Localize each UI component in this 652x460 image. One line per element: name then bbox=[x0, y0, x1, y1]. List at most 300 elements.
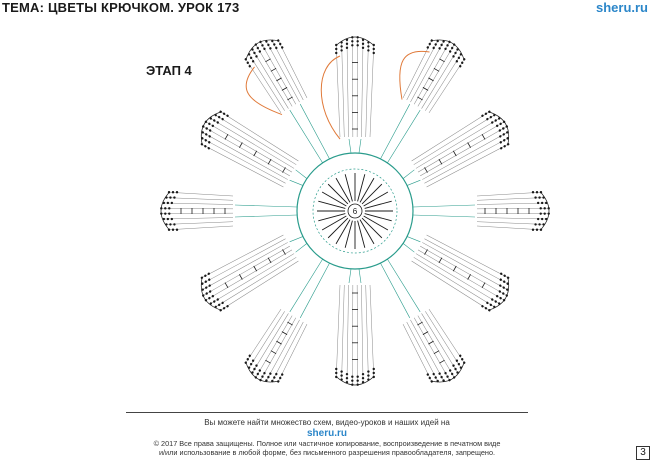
stitch-line bbox=[202, 236, 285, 286]
stitch-line bbox=[246, 307, 281, 364]
stitch-line bbox=[347, 285, 349, 382]
stitch-dot bbox=[269, 372, 272, 375]
stitch-line bbox=[252, 49, 288, 110]
stitch-line bbox=[414, 318, 450, 380]
stitch-line bbox=[203, 246, 290, 296]
stitch-dot bbox=[499, 284, 502, 287]
stitch-dot bbox=[538, 223, 540, 225]
stitch-dot bbox=[373, 372, 375, 374]
stitch-line bbox=[203, 241, 288, 291]
stitch-dot bbox=[489, 115, 492, 118]
chain-line bbox=[290, 178, 303, 187]
stitch-line bbox=[260, 318, 296, 380]
stitch-dot bbox=[534, 223, 536, 225]
petal bbox=[335, 269, 375, 386]
stitch-line bbox=[166, 198, 233, 201]
petal bbox=[240, 251, 343, 390]
stitch-tick bbox=[225, 283, 228, 288]
petal bbox=[355, 25, 470, 170]
stitch-dot bbox=[498, 290, 501, 293]
stitch-dot bbox=[205, 292, 208, 295]
petal bbox=[321, 36, 375, 153]
stitch-line bbox=[424, 136, 507, 186]
copyright-line-2: и/или использование в любой форме, без письменного разрешения правообладателя, запрещено. bbox=[158, 448, 496, 457]
petal-edge bbox=[195, 107, 222, 145]
stitch-dot bbox=[446, 375, 449, 378]
stitch-line bbox=[270, 322, 306, 381]
stitch-dot bbox=[258, 50, 261, 53]
stitch-line bbox=[202, 136, 285, 186]
petal bbox=[160, 191, 297, 231]
stitch-dot bbox=[454, 367, 457, 370]
stitch-dot bbox=[503, 139, 506, 142]
stitch-dot bbox=[362, 373, 364, 375]
stitch-tick bbox=[265, 59, 270, 62]
stitch-tick bbox=[434, 68, 439, 71]
stitch-line bbox=[424, 236, 507, 286]
stitch-tick bbox=[468, 143, 471, 148]
stitch-line bbox=[366, 42, 369, 137]
petal-edge bbox=[241, 361, 279, 388]
stitch-tick bbox=[276, 341, 281, 344]
stitch-line bbox=[161, 208, 233, 209]
center-stitch bbox=[358, 221, 365, 248]
stitch-dot bbox=[209, 290, 212, 293]
stitch-dot bbox=[335, 52, 337, 54]
stitch-dot bbox=[340, 49, 342, 51]
stitch-dot bbox=[176, 229, 178, 231]
stitch-line bbox=[161, 213, 233, 214]
stitch-dot bbox=[211, 124, 214, 127]
stitch-dot bbox=[169, 196, 171, 198]
copyright-line-1: © 2017 Все права защищены. Полное или частичное копирование, воспроизведение в печатном виде bbox=[153, 439, 501, 448]
stitch-dot bbox=[502, 127, 505, 130]
stitch-dot bbox=[204, 139, 207, 142]
stitch-dot bbox=[213, 119, 216, 122]
stitch-tick bbox=[482, 283, 485, 288]
chain-line bbox=[413, 205, 475, 207]
stitch-dot bbox=[434, 43, 437, 46]
stitch-dot bbox=[373, 52, 375, 54]
chain-line bbox=[295, 243, 308, 252]
chain-line bbox=[407, 235, 420, 244]
stitch-line bbox=[418, 44, 454, 106]
highlight-arc bbox=[238, 67, 282, 124]
stitch-dot bbox=[540, 207, 542, 209]
stitch-dot bbox=[532, 191, 534, 193]
petal-edge bbox=[431, 33, 469, 60]
stitch-tick bbox=[468, 274, 471, 279]
stitch-dot bbox=[503, 280, 506, 283]
petal-edge bbox=[431, 361, 469, 388]
stitch-dot bbox=[267, 375, 270, 378]
petal bbox=[395, 223, 516, 316]
petal bbox=[367, 251, 470, 390]
stitch-dot bbox=[362, 47, 364, 49]
stitch-dot bbox=[171, 202, 173, 204]
stitch-dot bbox=[444, 47, 447, 50]
petal-edge bbox=[488, 107, 515, 145]
stitch-dot bbox=[218, 115, 221, 118]
stitch-dot bbox=[362, 377, 364, 379]
chain-line bbox=[290, 235, 303, 244]
stitch-tick bbox=[428, 78, 433, 81]
stitch-dot bbox=[216, 298, 219, 301]
stitch-dot bbox=[208, 284, 211, 287]
stitch-dot bbox=[534, 196, 536, 198]
stitch-line bbox=[477, 192, 541, 196]
center-stitch bbox=[358, 174, 365, 201]
stitch-tick bbox=[482, 134, 485, 139]
chain-line bbox=[402, 243, 415, 252]
stitch-line bbox=[477, 226, 541, 230]
stitch-dot bbox=[502, 133, 505, 136]
stitch-line bbox=[256, 44, 292, 106]
petal bbox=[194, 223, 315, 316]
stitch-dot bbox=[454, 51, 457, 54]
stitch-dot bbox=[499, 122, 502, 125]
center-stitch bbox=[365, 214, 392, 221]
stitch-line bbox=[477, 208, 549, 209]
stitch-dot bbox=[446, 44, 449, 47]
stitch-dot bbox=[164, 212, 166, 214]
stitch-dot bbox=[356, 380, 358, 382]
stitch-line bbox=[422, 241, 507, 291]
stitch-dot bbox=[532, 229, 534, 231]
stitch-dot bbox=[537, 202, 539, 204]
stitch-dot bbox=[494, 119, 497, 122]
petal bbox=[413, 191, 550, 231]
stitch-dot bbox=[340, 45, 342, 47]
stitch-dot bbox=[491, 298, 494, 301]
chain-line bbox=[235, 205, 297, 207]
stitch-tick bbox=[434, 351, 439, 354]
petal bbox=[228, 32, 343, 177]
stitch-tick bbox=[254, 151, 257, 156]
stitch-dot bbox=[208, 135, 211, 138]
stitch-dot bbox=[273, 376, 276, 379]
stitch-line bbox=[347, 40, 349, 137]
petal-edge bbox=[488, 277, 515, 315]
chain-line bbox=[295, 170, 308, 179]
stitch-dot bbox=[351, 376, 353, 378]
stitch-tick bbox=[425, 167, 428, 172]
stitch-line bbox=[422, 313, 458, 374]
stitch-line bbox=[429, 57, 464, 114]
stitch-line bbox=[357, 285, 358, 385]
stitch-tick bbox=[282, 249, 285, 254]
stitch-dot bbox=[261, 44, 264, 47]
stitch-dot bbox=[438, 47, 441, 50]
stitch-dot bbox=[211, 295, 214, 298]
stitch-tick bbox=[276, 78, 281, 81]
stitch-dot bbox=[204, 145, 207, 148]
stitch-line bbox=[169, 192, 233, 196]
stitch-tick bbox=[254, 266, 257, 271]
stitch-dot bbox=[216, 121, 219, 124]
stitch-line bbox=[270, 41, 306, 100]
stitch-tick bbox=[282, 87, 287, 90]
petal-edge bbox=[241, 33, 279, 60]
stitch-dot bbox=[263, 47, 266, 50]
stitch-line bbox=[370, 285, 374, 377]
stitch-dot bbox=[258, 369, 261, 372]
stitch-dot bbox=[502, 292, 505, 295]
stitch-line bbox=[370, 45, 374, 137]
stitch-line bbox=[477, 222, 544, 225]
stitch-dot bbox=[205, 286, 208, 289]
stitch-line bbox=[422, 49, 458, 110]
crochet-chart bbox=[150, 12, 560, 410]
stitch-dot bbox=[438, 372, 441, 375]
stitch-tick bbox=[453, 266, 456, 271]
stitch-line bbox=[202, 141, 284, 190]
stitch-dot bbox=[253, 367, 256, 370]
chain-line bbox=[407, 178, 420, 187]
stitch-line bbox=[342, 285, 345, 380]
petal-edge bbox=[336, 37, 375, 46]
stitch-dot bbox=[346, 47, 348, 49]
stitch-tick bbox=[271, 351, 276, 354]
stitch-dot bbox=[537, 218, 539, 220]
stitch-dot bbox=[256, 372, 259, 375]
stitch-line bbox=[166, 222, 233, 225]
stitch-dot bbox=[440, 375, 443, 378]
stitch-dot bbox=[536, 229, 538, 231]
stitch-dot bbox=[351, 44, 353, 46]
stitch-line bbox=[418, 315, 454, 377]
stitch-tick bbox=[265, 360, 270, 363]
stitch-dot bbox=[261, 375, 264, 378]
stitch-line bbox=[336, 45, 340, 137]
petal-edge bbox=[195, 277, 222, 315]
stitch-line bbox=[361, 285, 363, 382]
chain-line bbox=[349, 269, 351, 283]
stitch-line bbox=[425, 310, 461, 369]
stitch-dot bbox=[494, 300, 497, 303]
petal bbox=[395, 106, 516, 199]
chain-line bbox=[413, 215, 475, 217]
stitch-dot bbox=[340, 370, 342, 372]
stitch-dot bbox=[273, 43, 276, 46]
stitch-tick bbox=[417, 97, 422, 100]
stitch-dot bbox=[208, 297, 211, 300]
stitch-line bbox=[169, 226, 233, 230]
stitch-line bbox=[409, 320, 445, 381]
stitch-line bbox=[477, 213, 549, 214]
stitch-dot bbox=[335, 368, 337, 370]
stitch-dot bbox=[367, 374, 369, 376]
stitch-line bbox=[202, 232, 284, 281]
chain-line bbox=[402, 170, 415, 179]
stitch-dot bbox=[451, 46, 454, 49]
stitch-dot bbox=[172, 191, 174, 193]
stitch-dot bbox=[176, 191, 178, 193]
stitch-dot bbox=[449, 369, 452, 372]
stitch-line bbox=[477, 203, 546, 205]
site-logo[interactable]: sheru.ru bbox=[595, 0, 648, 15]
stitch-dot bbox=[544, 207, 546, 209]
stitch-dot bbox=[218, 303, 221, 306]
stitch-dot bbox=[428, 42, 431, 45]
stitch-dot bbox=[346, 373, 348, 375]
stitch-tick bbox=[239, 143, 242, 148]
stitch-tick bbox=[439, 360, 444, 363]
stitch-tick bbox=[268, 258, 271, 263]
stitch-dot bbox=[340, 374, 342, 376]
stitch-line bbox=[427, 232, 509, 281]
stitch-tick bbox=[239, 274, 242, 279]
chain-line bbox=[359, 269, 361, 283]
stitch-line bbox=[342, 42, 345, 137]
stitch-line bbox=[427, 141, 509, 190]
stitch-dot bbox=[173, 196, 175, 198]
stitch-line bbox=[265, 41, 301, 102]
center-stitch bbox=[345, 221, 352, 248]
stitch-dot bbox=[356, 376, 358, 378]
stitch-dot bbox=[498, 129, 501, 132]
stitch-tick bbox=[453, 151, 456, 156]
stitch-dot bbox=[428, 376, 431, 379]
stitch-line bbox=[361, 40, 363, 137]
stitch-dot bbox=[279, 42, 282, 45]
stitch-dot bbox=[205, 127, 208, 130]
stitch-tick bbox=[439, 258, 442, 263]
stitch-dot bbox=[367, 49, 369, 51]
stitch-tick bbox=[268, 159, 271, 164]
stitch-dot bbox=[171, 218, 173, 220]
center-stitch bbox=[365, 201, 392, 208]
stitch-dot bbox=[489, 303, 492, 306]
stitch-dot bbox=[335, 48, 337, 50]
stitch-line bbox=[409, 41, 445, 102]
center-stitch bbox=[318, 201, 345, 208]
stitch-dot bbox=[351, 380, 353, 382]
stitch-dot bbox=[168, 207, 170, 209]
stitch-tick bbox=[423, 87, 428, 90]
footer-site-link[interactable]: sheru.ru bbox=[306, 428, 347, 439]
stitch-tick bbox=[287, 322, 292, 325]
stitch-dot bbox=[209, 129, 212, 132]
stitch-tick bbox=[425, 249, 428, 254]
stitch-line bbox=[164, 217, 233, 219]
stitch-dot bbox=[204, 274, 207, 277]
stitch-dot bbox=[173, 223, 175, 225]
stitch-dot bbox=[213, 300, 216, 303]
stitch-dot bbox=[541, 202, 543, 204]
stitch-line bbox=[256, 315, 292, 377]
chain-line bbox=[359, 139, 361, 153]
stitch-line bbox=[252, 313, 288, 374]
stitch-line bbox=[477, 198, 544, 201]
stitch-dot bbox=[169, 223, 171, 225]
petal-edge bbox=[540, 192, 549, 231]
stitch-dot bbox=[491, 121, 494, 124]
footer-copyright bbox=[126, 439, 528, 457]
stitch-line bbox=[425, 53, 461, 112]
center-stitch bbox=[318, 214, 345, 221]
stitch-line bbox=[164, 203, 233, 205]
stitch-line bbox=[352, 37, 353, 137]
stitch-tick bbox=[439, 159, 442, 164]
stitch-dot bbox=[444, 372, 447, 375]
stitch-dot bbox=[367, 370, 369, 372]
petal bbox=[194, 106, 315, 199]
stage-label: ЭТАП 4 bbox=[146, 63, 192, 78]
stitch-dot bbox=[373, 48, 375, 50]
stitch-dot bbox=[540, 212, 542, 214]
stitch-line bbox=[420, 126, 507, 176]
stitch-dot bbox=[346, 377, 348, 379]
stitch-dot bbox=[449, 50, 452, 53]
footer-promo-text: Вы можете найти множество схем, видео-уроков и наших идей на bbox=[204, 418, 450, 427]
stitch-dot bbox=[499, 135, 502, 138]
stitch-tick bbox=[282, 167, 285, 172]
stitch-dot bbox=[269, 47, 272, 50]
stitch-dot bbox=[267, 43, 270, 46]
stitch-line bbox=[357, 37, 358, 137]
stitch-dot bbox=[253, 51, 256, 54]
stitch-dot bbox=[499, 297, 502, 300]
stitch-line bbox=[203, 126, 290, 176]
stitch-dot bbox=[356, 44, 358, 46]
stitch-dot bbox=[544, 212, 546, 214]
highlight-arc bbox=[386, 43, 430, 100]
stitch-dot bbox=[440, 43, 443, 46]
stitch-dot bbox=[164, 207, 166, 209]
petal-edge bbox=[161, 192, 170, 231]
stitch-dot bbox=[541, 218, 543, 220]
page-title: ТЕМА: ЦВЕТЫ КРЮЧКОМ. УРОК 173 bbox=[2, 0, 240, 15]
stitch-dot bbox=[204, 280, 207, 283]
page-number: 3 bbox=[636, 446, 650, 460]
stitch-dot bbox=[167, 202, 169, 204]
stitch-dot bbox=[256, 46, 259, 49]
stitch-line bbox=[352, 285, 353, 385]
stitch-line bbox=[429, 307, 464, 364]
stitch-line bbox=[249, 53, 285, 112]
stitch-line bbox=[404, 41, 440, 100]
stitch-dot bbox=[367, 45, 369, 47]
stitch-tick bbox=[428, 341, 433, 344]
footer-divider bbox=[126, 412, 528, 413]
stitch-line bbox=[336, 285, 340, 377]
stitch-line bbox=[422, 131, 507, 181]
chain-line bbox=[235, 215, 297, 217]
stitch-tick bbox=[423, 332, 428, 335]
stitch-dot bbox=[362, 43, 364, 45]
stitch-dot bbox=[346, 43, 348, 45]
stitch-dot bbox=[335, 372, 337, 374]
center-label: 6 bbox=[352, 207, 358, 216]
stitch-tick bbox=[417, 322, 422, 325]
stitch-dot bbox=[208, 122, 211, 125]
stitch-line bbox=[404, 322, 440, 381]
stitch-dot bbox=[356, 40, 358, 42]
stitch-line bbox=[249, 310, 285, 369]
stitch-dot bbox=[451, 372, 454, 375]
stitch-dot bbox=[434, 376, 437, 379]
stitch-tick bbox=[225, 134, 228, 139]
stitch-tick bbox=[439, 59, 444, 62]
stitch-tick bbox=[282, 332, 287, 335]
stitch-dot bbox=[279, 376, 282, 379]
stitch-dot bbox=[503, 274, 506, 277]
stitch-line bbox=[477, 217, 546, 219]
stitch-line bbox=[420, 246, 507, 296]
stitch-line bbox=[203, 131, 288, 181]
stitch-dot bbox=[503, 145, 506, 148]
